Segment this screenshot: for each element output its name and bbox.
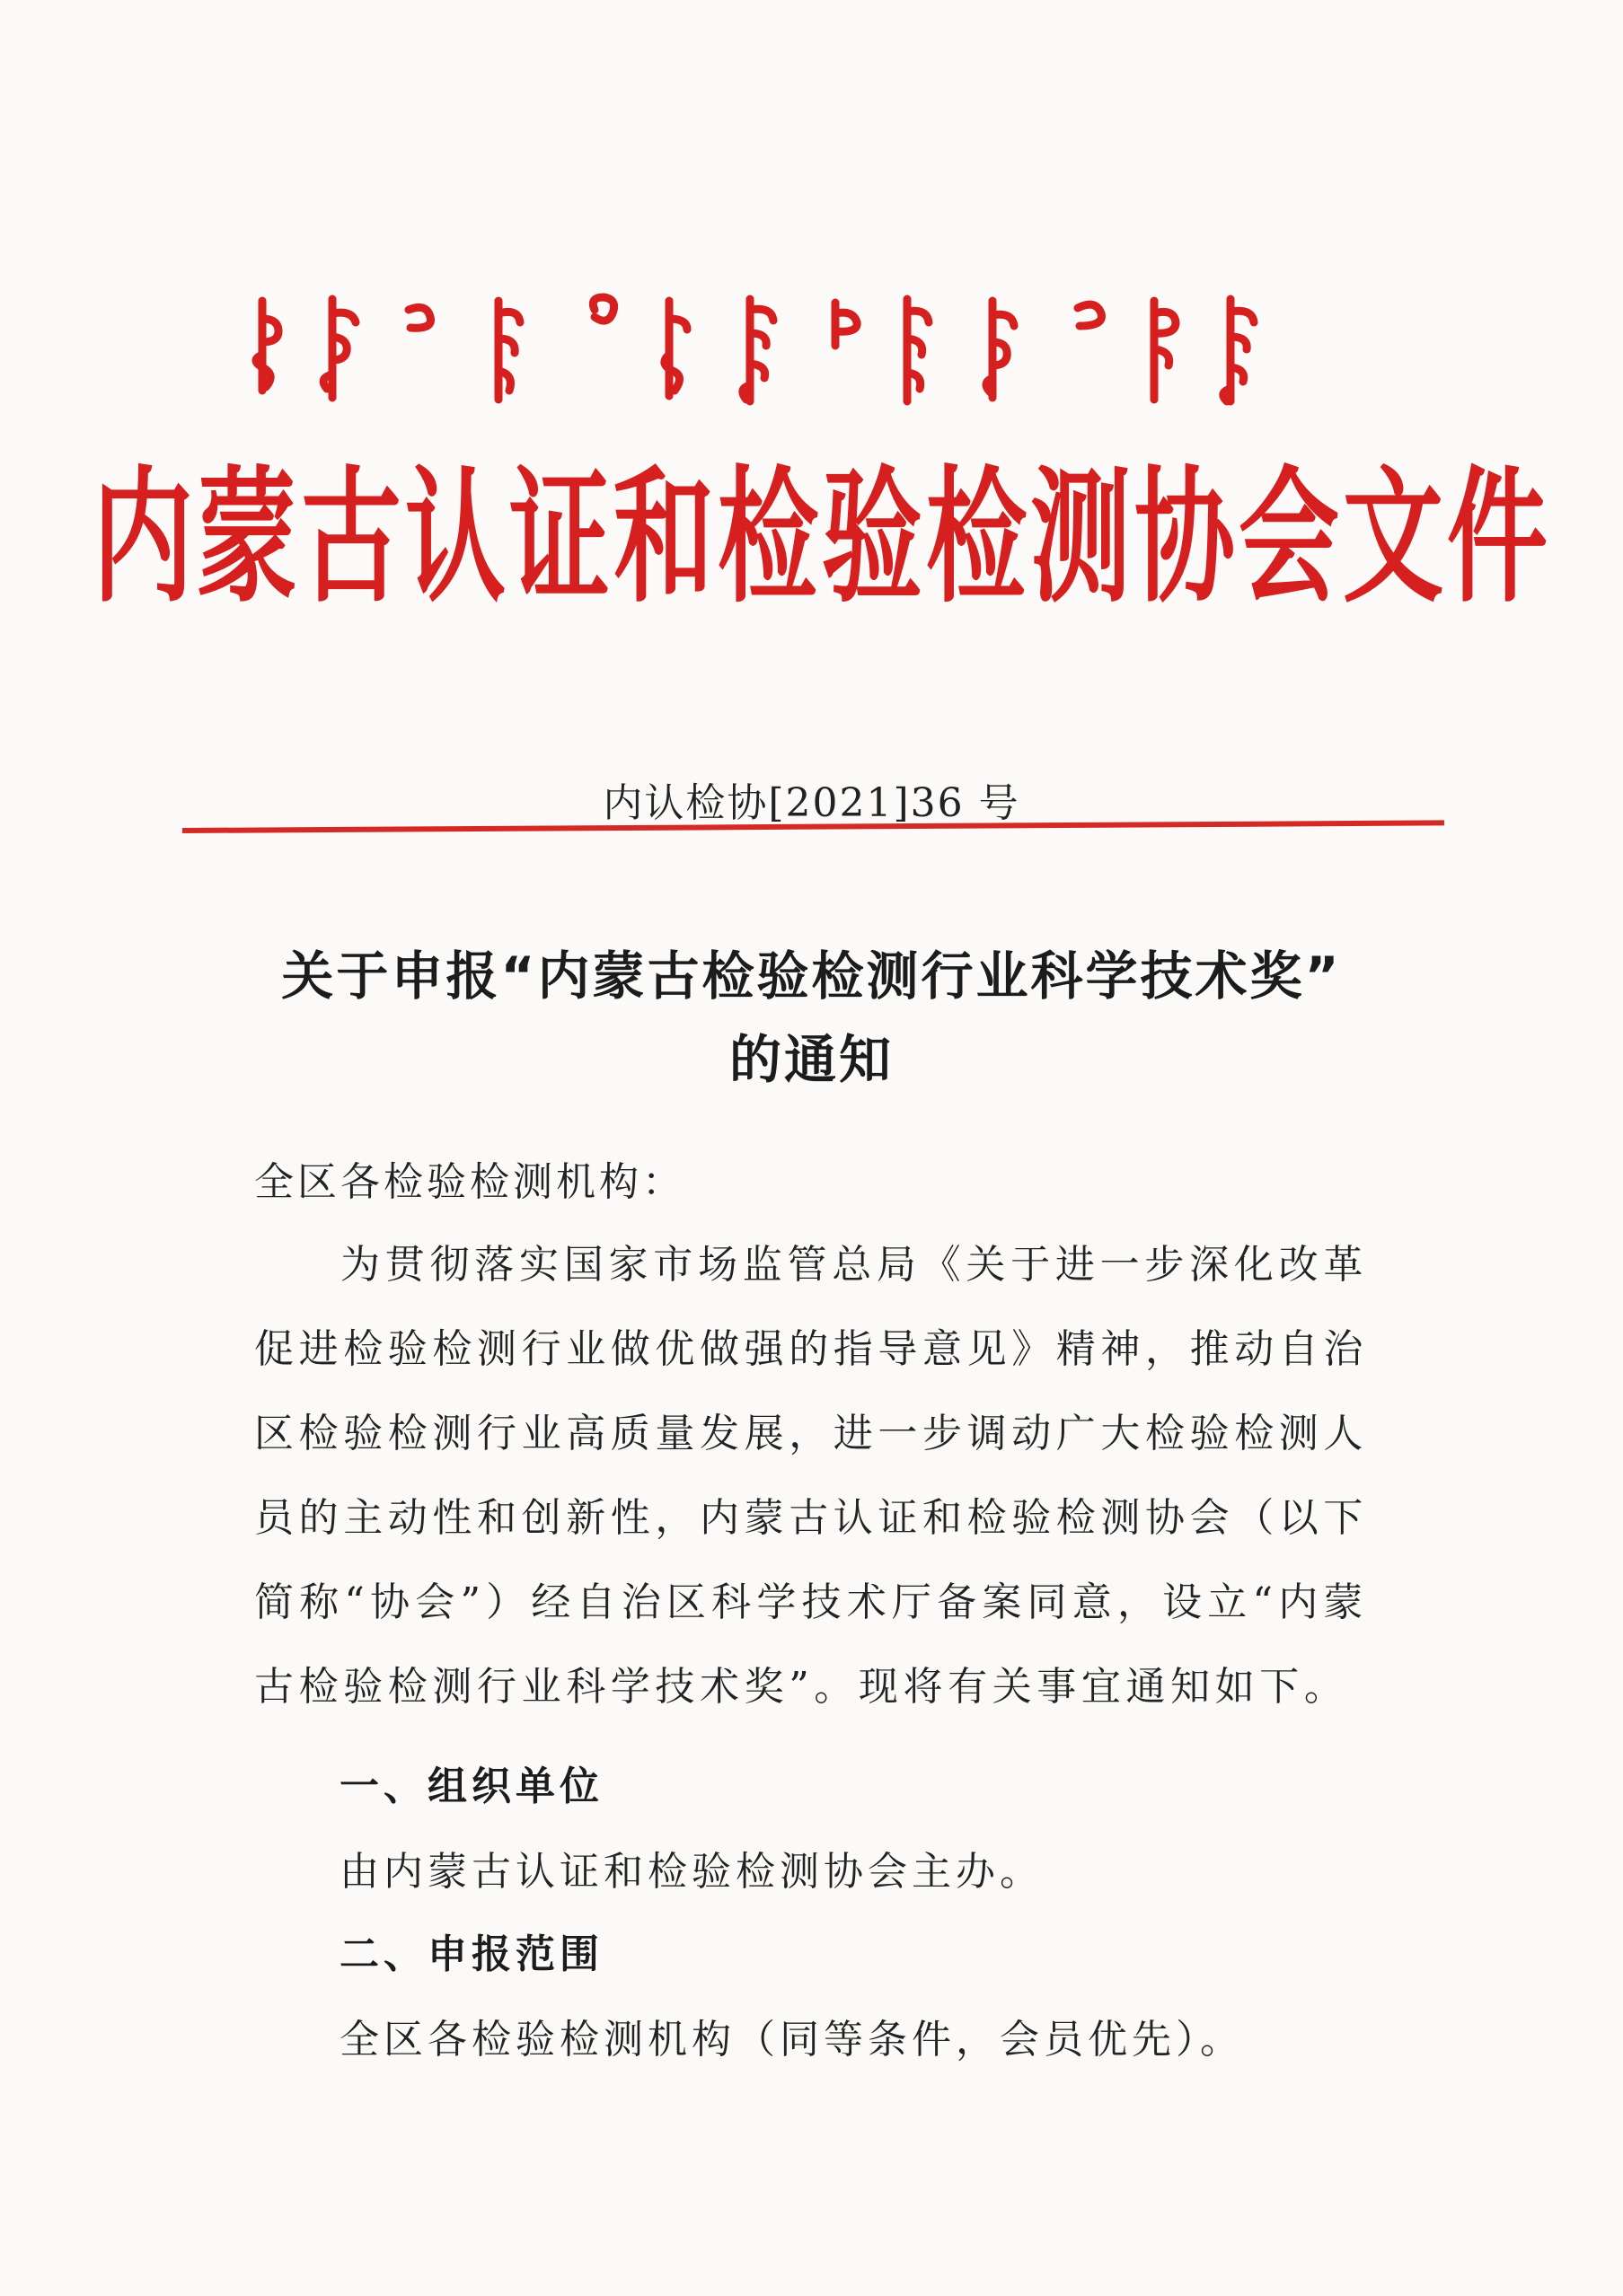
notice-title-line-2: 的通知 bbox=[728, 1029, 894, 1090]
document-number: 内认检协[2021]36 号 bbox=[603, 780, 1020, 826]
section-heading-scope: 二、申报范围 bbox=[340, 1931, 604, 1977]
issuing-authority-title: 内蒙古认证和检验检测协会文件 bbox=[93, 453, 1551, 623]
section-text-organizer: 由内蒙古认证和检验检测协会主办。 bbox=[340, 1849, 1044, 1895]
notice-title-line-1: 关于申报“内蒙古检验检测行业科学技术奖” bbox=[281, 946, 1342, 1007]
section-text-scope: 全区各检验检测机构（同等条件，会员优先）。 bbox=[340, 2017, 1244, 2063]
mongolian-script-glyphs bbox=[243, 292, 1401, 409]
salutation: 全区各检验检测机构： bbox=[254, 1159, 685, 1205]
body-paragraph: 为贯彻落实国家市场监管总局《关于进一步深化改革促进检验检测行业做优做强的指导意见》精神，推动自治区检验检测行业高质量发展，进一步调动广大检验检测人员的主动性和创新性，内蒙古认证和检验检测协会（以下简称“协会”）经自治区科学技术厅备案同意，设立“内蒙古检验检测行业科学技术奖”。现将有关事宜通知如下。 bbox=[254, 1242, 1368, 1710]
section-heading-organizer: 一、组织单位 bbox=[340, 1764, 604, 1809]
mongolian-script-header bbox=[243, 292, 1401, 409]
